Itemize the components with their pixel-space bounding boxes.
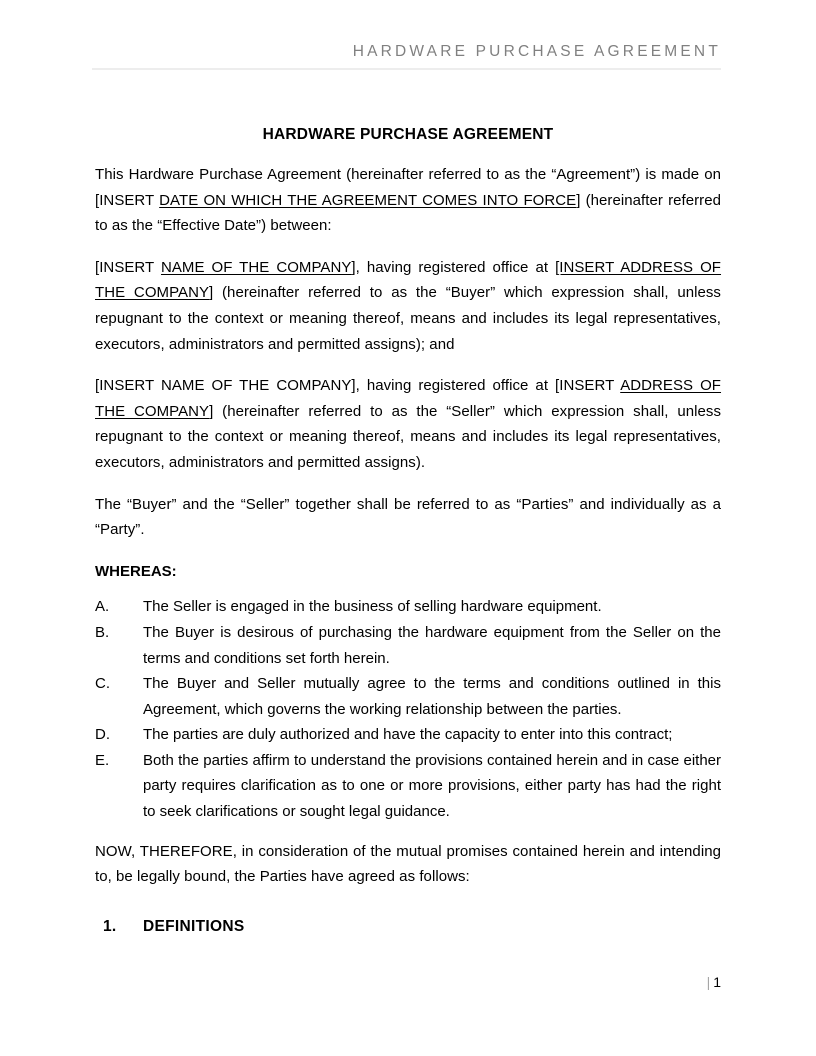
list-item-text: The Buyer and Seller mutually agree to the terms and conditions outlined in this Agreement, which governs the working relationship between the parties. xyxy=(143,675,721,718)
placeholder-effective-date: DATE ON WHICH THE AGREEMENT COMES INTO FORCE xyxy=(159,191,577,209)
buyer-text-end: ] (hereinafter referred to as the “Buyer” which expression shall, unless repugnant to the context or meaning thereof, means and includes its legal representatives, executors, administrators and permitted assigns); and xyxy=(95,284,721,353)
paragraph-intro xyxy=(95,162,721,239)
seller-text-end: ] (hereinafter referred to as the “Seller” which expression shall, unless repugnant to the context or meaning thereof, means and includes its legal representatives, executors, administrators and permitted assigns). xyxy=(95,402,722,471)
document-title: HARDWARE PURCHASE AGREEMENT xyxy=(262,126,554,143)
list-item xyxy=(95,594,721,620)
list-item-marker: E. xyxy=(95,751,110,769)
list-item xyxy=(95,722,721,748)
intro-text-end: ] (hereinafter referred to as the “Effective Date”) between: xyxy=(95,191,722,235)
whereas-heading: WHEREAS: xyxy=(95,562,177,580)
paragraph-seller xyxy=(95,373,721,475)
list-item-marker: A. xyxy=(95,598,110,616)
intro-text-start: This Hardware Purchase Agreement (hereinafter referred to as the “Agreement”) is made on [INSERT xyxy=(95,166,721,209)
section-heading-definitions xyxy=(95,914,721,940)
footer-separator: | xyxy=(706,974,711,990)
list-item-marker: D. xyxy=(95,726,110,744)
placeholder-seller-address: ADDRESS OF THE COMPANY xyxy=(95,377,722,420)
recitals-list xyxy=(95,594,721,824)
running-header-title: HARDWARE PURCHASE AGREEMENT xyxy=(352,43,721,60)
list-item-text: The Seller is engaged in the business of selling hardware equipment. xyxy=(143,598,602,616)
placeholder-buyer-address: [INSERT ADDRESS OF THE COMPANY xyxy=(95,258,722,302)
list-item xyxy=(95,748,721,825)
page-number: 1 xyxy=(713,974,721,990)
list-item-marker: C. xyxy=(95,675,110,693)
buyer-text-start: [INSERT xyxy=(95,258,161,276)
page-footer xyxy=(95,972,721,992)
placeholder-buyer-name: NAME OF THE COMPANY xyxy=(160,258,352,276)
list-item-text: The Buyer is desirous of purchasing the hardware equipment from the Seller on the terms and conditions set forth herein. xyxy=(143,623,721,667)
buyer-text-mid: ], having registered office at xyxy=(351,258,556,276)
list-item xyxy=(95,620,721,671)
header-divider xyxy=(92,68,721,70)
list-item xyxy=(95,671,721,722)
document-body xyxy=(95,124,721,939)
paragraph-buyer xyxy=(95,255,721,357)
running-header xyxy=(92,42,721,70)
section-number: 1. xyxy=(103,917,117,935)
list-item-text: Both the parties affirm to understand the provisions contained herein and in case either party requires clarification as to one or more provisions, either party has had the right to seek clarifications or sought legal guidance. xyxy=(143,751,721,821)
list-item-marker: B. xyxy=(95,623,110,641)
seller-text-start: [INSERT NAME OF THE COMPANY], having registered office at [INSERT xyxy=(95,377,621,395)
section-title: DEFINITIONS xyxy=(143,917,245,935)
list-item-text: The parties are duly authorized and have the capacity to enter into this contract; xyxy=(143,726,673,744)
paragraph-now-therefore: NOW, THEREFORE, in consideration of the mutual promises contained herein and intending to, be legally bound, the Parties have agreed as follows: xyxy=(95,842,721,886)
paragraph-parties: The “Buyer” and the “Seller” together shall be referred to as “Parties” and individually as a “Party”. xyxy=(95,495,721,539)
